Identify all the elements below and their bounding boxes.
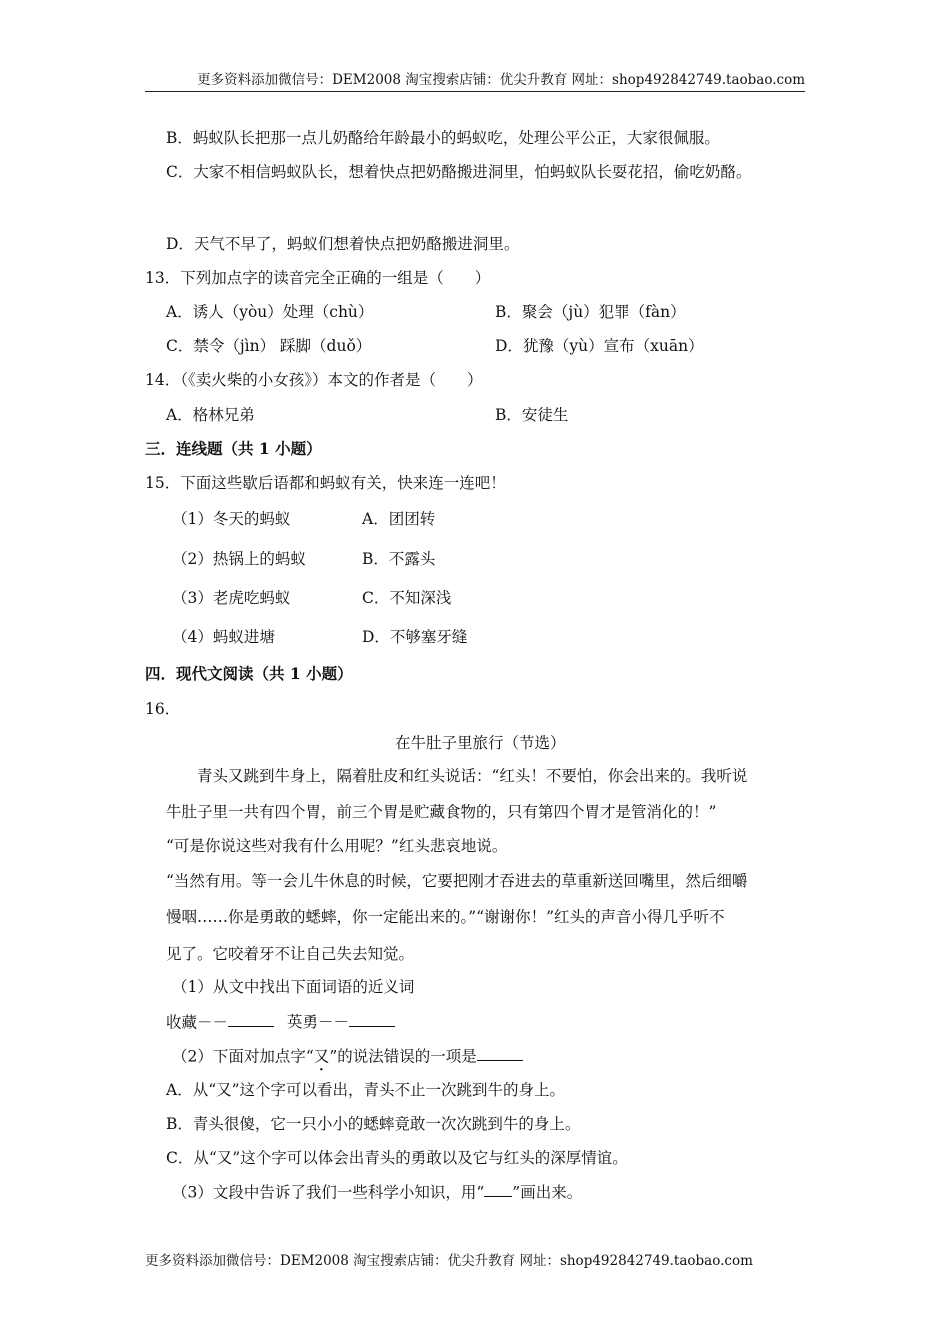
- answer-blank[interactable]: [349, 1010, 395, 1027]
- q15-right-item: D．不够塞牙缝: [362, 628, 468, 646]
- q15-right-item: C．不知深浅: [362, 589, 452, 607]
- q13-option-c: C．禁令（jìn） 踩脚（duǒ）: [166, 337, 372, 355]
- sub-question-1: （1）从文中找出下面词语的近义词: [172, 978, 415, 996]
- q15-left-item: （3）老虎吃蚂蚁: [172, 589, 291, 607]
- q14-stem: 14．（《卖火柴的小女孩》）本文的作者是（ ）: [145, 371, 483, 389]
- q15-left-item: （4）蚂蚁进塘: [172, 628, 275, 646]
- sub-question-3-text: （3）文段中告诉了我们一些科学小知识，用“: [172, 1183, 485, 1202]
- sub-question-2-text: （2）下面对加点字“: [172, 1047, 314, 1066]
- sub-question-3: [172, 1180, 582, 1202]
- q16-number: 16．: [145, 700, 181, 718]
- section-3-heading: 三．连线题（共 1 小题）: [145, 439, 322, 458]
- answer-blank[interactable]: [228, 1010, 274, 1027]
- word-yingyong: 英勇－－: [286, 1013, 349, 1032]
- sub-question-2-text: ”的说法错误的一项是: [329, 1047, 477, 1066]
- section-4-heading: 四．现代文阅读（共 1 小题）: [145, 664, 353, 683]
- page-footer: 更多资料添加微信号：DEM2008 淘宝搜索店铺：优尖升教育 网址：shop492842749.taobao.com: [145, 1253, 753, 1269]
- page-header: 更多资料添加微信号：DEM2008 淘宝搜索店铺：优尖升教育 网址：shop492842749.taobao.com: [145, 68, 805, 92]
- q15-stem: 15．下面这些歇后语都和蚂蚁有关，快来连一连吧！: [145, 474, 506, 492]
- sub-question-2-option-c: C．从“又”这个字可以体会出青头的勇敢以及它与红头的深厚情谊。: [166, 1149, 628, 1167]
- answer-blank[interactable]: [477, 1044, 523, 1061]
- sub-question-2-option-a: A．从“又”这个字可以看出，青头不止一次跳到牛的身上。: [166, 1081, 566, 1099]
- q14-option-a: A．格林兄弟: [166, 406, 255, 424]
- q15-left-item: （2）热锅上的蚂蚁: [172, 550, 306, 568]
- q12-option-c: C．大家不相信蚂蚁队长，想着快点把奶酪搬进洞里，怕蚂蚁队长耍花招，偷吃奶酪。: [166, 163, 752, 181]
- sub-question-2-option-b: B．青头很傻，它一只小小的蟋蟀竟敢一次次跳到牛的身上。: [166, 1115, 581, 1133]
- passage-line: “当然有用。等一会儿牛休息的时候，它要把刚才吞进去的草重新送回嘴里，然后细嚼: [166, 872, 748, 890]
- synonym-blanks: [166, 1010, 395, 1032]
- word-shoucang: 收藏－－: [166, 1013, 229, 1032]
- passage-line: “可是你说这些对我有什么用呢？”红头悲哀地说。: [166, 837, 508, 855]
- passage-line: 慢咽……你是勇敢的蟋蟀，你一定能出来的。”“谢谢你！”红头的声音小得几乎听不: [166, 908, 725, 926]
- passage-line: 青头又跳到牛身上，隔着肚皮和红头说话：“红头！不要怕，你会出来的。我听说: [197, 767, 748, 785]
- q13-option-a: A．诱人（yòu）处理（chù）: [166, 303, 374, 321]
- sub-question-3-text: ”画出来。: [512, 1183, 583, 1202]
- q13-stem: 13．下列加点字的读音完全正确的一组是（ ）: [145, 269, 491, 287]
- q15-right-item: B．不露头: [362, 550, 436, 568]
- passage-title: 在牛肚子里旅行（节选）: [395, 734, 566, 752]
- dotted-char: 又: [313, 1047, 330, 1066]
- passage-line: 牛肚子里一共有四个胃，前三个胃是贮藏食物的，只有第四个胃才是管消化的！”: [166, 803, 717, 821]
- sub-question-2: [172, 1044, 523, 1074]
- q15-right-item: A．团团转: [362, 510, 436, 528]
- q13-option-b: B．聚会（jù）犯罪（fàn）: [495, 303, 686, 321]
- q13-option-d: D．犹豫（yù）宣布（xuān）: [495, 337, 704, 355]
- underline-mark: [484, 1180, 512, 1197]
- passage-line: 见了。它咬着牙不让自己失去知觉。: [166, 945, 415, 963]
- q15-left-item: （1）冬天的蚂蚁: [172, 510, 291, 528]
- q12-option-d: D．天气不早了，蚂蚁们想着快点把奶酪搬进洞里。: [166, 235, 520, 253]
- q14-option-b: B．安徒生: [495, 406, 569, 424]
- q12-option-b: B．蚂蚁队长把那一点儿奶酪给年龄最小的蚂蚁吃，处理公平公正，大家很佩服。: [166, 129, 720, 147]
